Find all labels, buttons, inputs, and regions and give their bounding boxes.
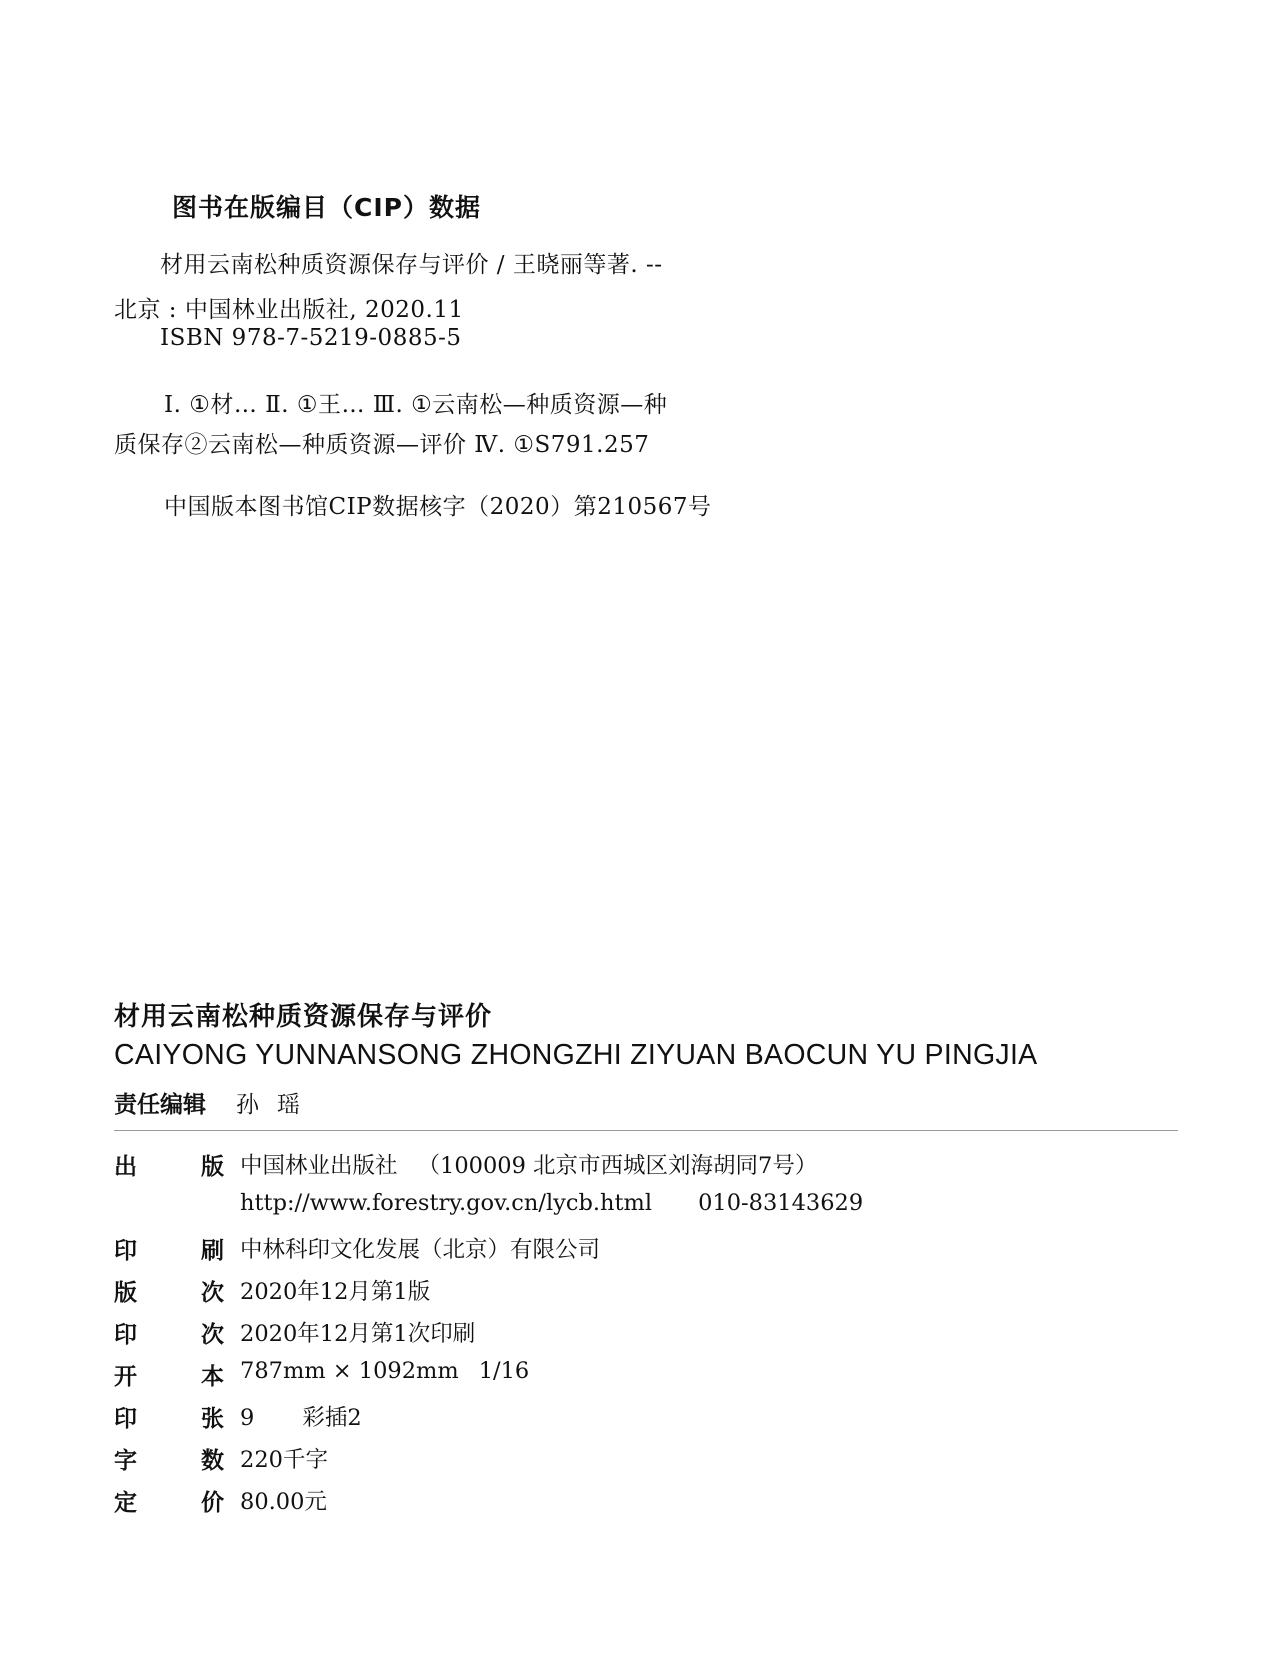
- word-count-label: 字 数: [114, 1448, 224, 1474]
- price-label: 定 价: [114, 1490, 224, 1516]
- printer-label: 印 刷: [114, 1238, 224, 1264]
- cip-classification-line-1: Ⅰ. ①材… Ⅱ. ①王… Ⅲ. ①云南松—种质资源—种: [164, 392, 668, 418]
- cip-publisher-line: 北京 : 中国林业出版社, 2020.11: [114, 297, 464, 323]
- publisher-url: http://www.forestry.gov.cn/lycb.html: [240, 1190, 653, 1216]
- publisher-name: 中国林业出版社: [240, 1153, 398, 1179]
- editor-name: 孙瑶: [236, 1092, 318, 1118]
- cip-record-number: 中国版本图书馆CIP数据核字（2020）第210567号: [164, 494, 712, 520]
- printer-value: 中林科印文化发展（北京）有限公司: [240, 1237, 601, 1263]
- cip-title-line: 材用云南松种质资源保存与评价 / 王晓丽等著. --: [160, 252, 663, 278]
- book-title-pinyin: CAIYONG YUNNANSONG ZHONGZHI ZIYUAN BAOCUN YU PINGJIA: [114, 1039, 1038, 1071]
- cip-classification-line-2: 质保存②云南松—种质资源—评价 Ⅳ. ①S791.257: [114, 432, 650, 458]
- publisher-value: [240, 1148, 817, 1180]
- publisher-phone: 010-83143629: [698, 1190, 864, 1216]
- editor-label: 责任编辑: [114, 1092, 206, 1118]
- cip-heading: 图书在版编目（CIP）数据: [172, 193, 481, 222]
- book-title: 材用云南松种质资源保存与评价: [114, 1002, 493, 1032]
- sheets-label: 印 张: [114, 1406, 224, 1432]
- publisher-contact: [240, 1190, 863, 1216]
- edition-value: 2020年12月第1版: [240, 1279, 431, 1305]
- format-value: [240, 1358, 529, 1384]
- format-fraction: 1/16: [478, 1358, 530, 1384]
- divider-line: [114, 1130, 1178, 1131]
- color-plates: 彩插2: [302, 1405, 362, 1431]
- cip-isbn-line: ISBN 978-7-5219-0885-5: [160, 325, 462, 351]
- sheets-count: 9: [240, 1405, 255, 1431]
- printing-value: 2020年12月第1次印刷: [240, 1321, 476, 1347]
- price-value: 80.00元: [240, 1489, 327, 1515]
- sheets-value: [240, 1400, 362, 1432]
- editor-row: [114, 1086, 318, 1119]
- printing-label: 印 次: [114, 1322, 224, 1348]
- edition-label: 版 次: [114, 1280, 224, 1306]
- publisher-address: （100009 北京市西城区刘海胡同7号）: [417, 1153, 818, 1179]
- publisher-label: 出 版: [114, 1154, 224, 1180]
- format-size: 787mm × 1092mm: [240, 1358, 459, 1384]
- word-count-value: 220千字: [240, 1447, 328, 1473]
- format-label: 开 本: [114, 1364, 224, 1390]
